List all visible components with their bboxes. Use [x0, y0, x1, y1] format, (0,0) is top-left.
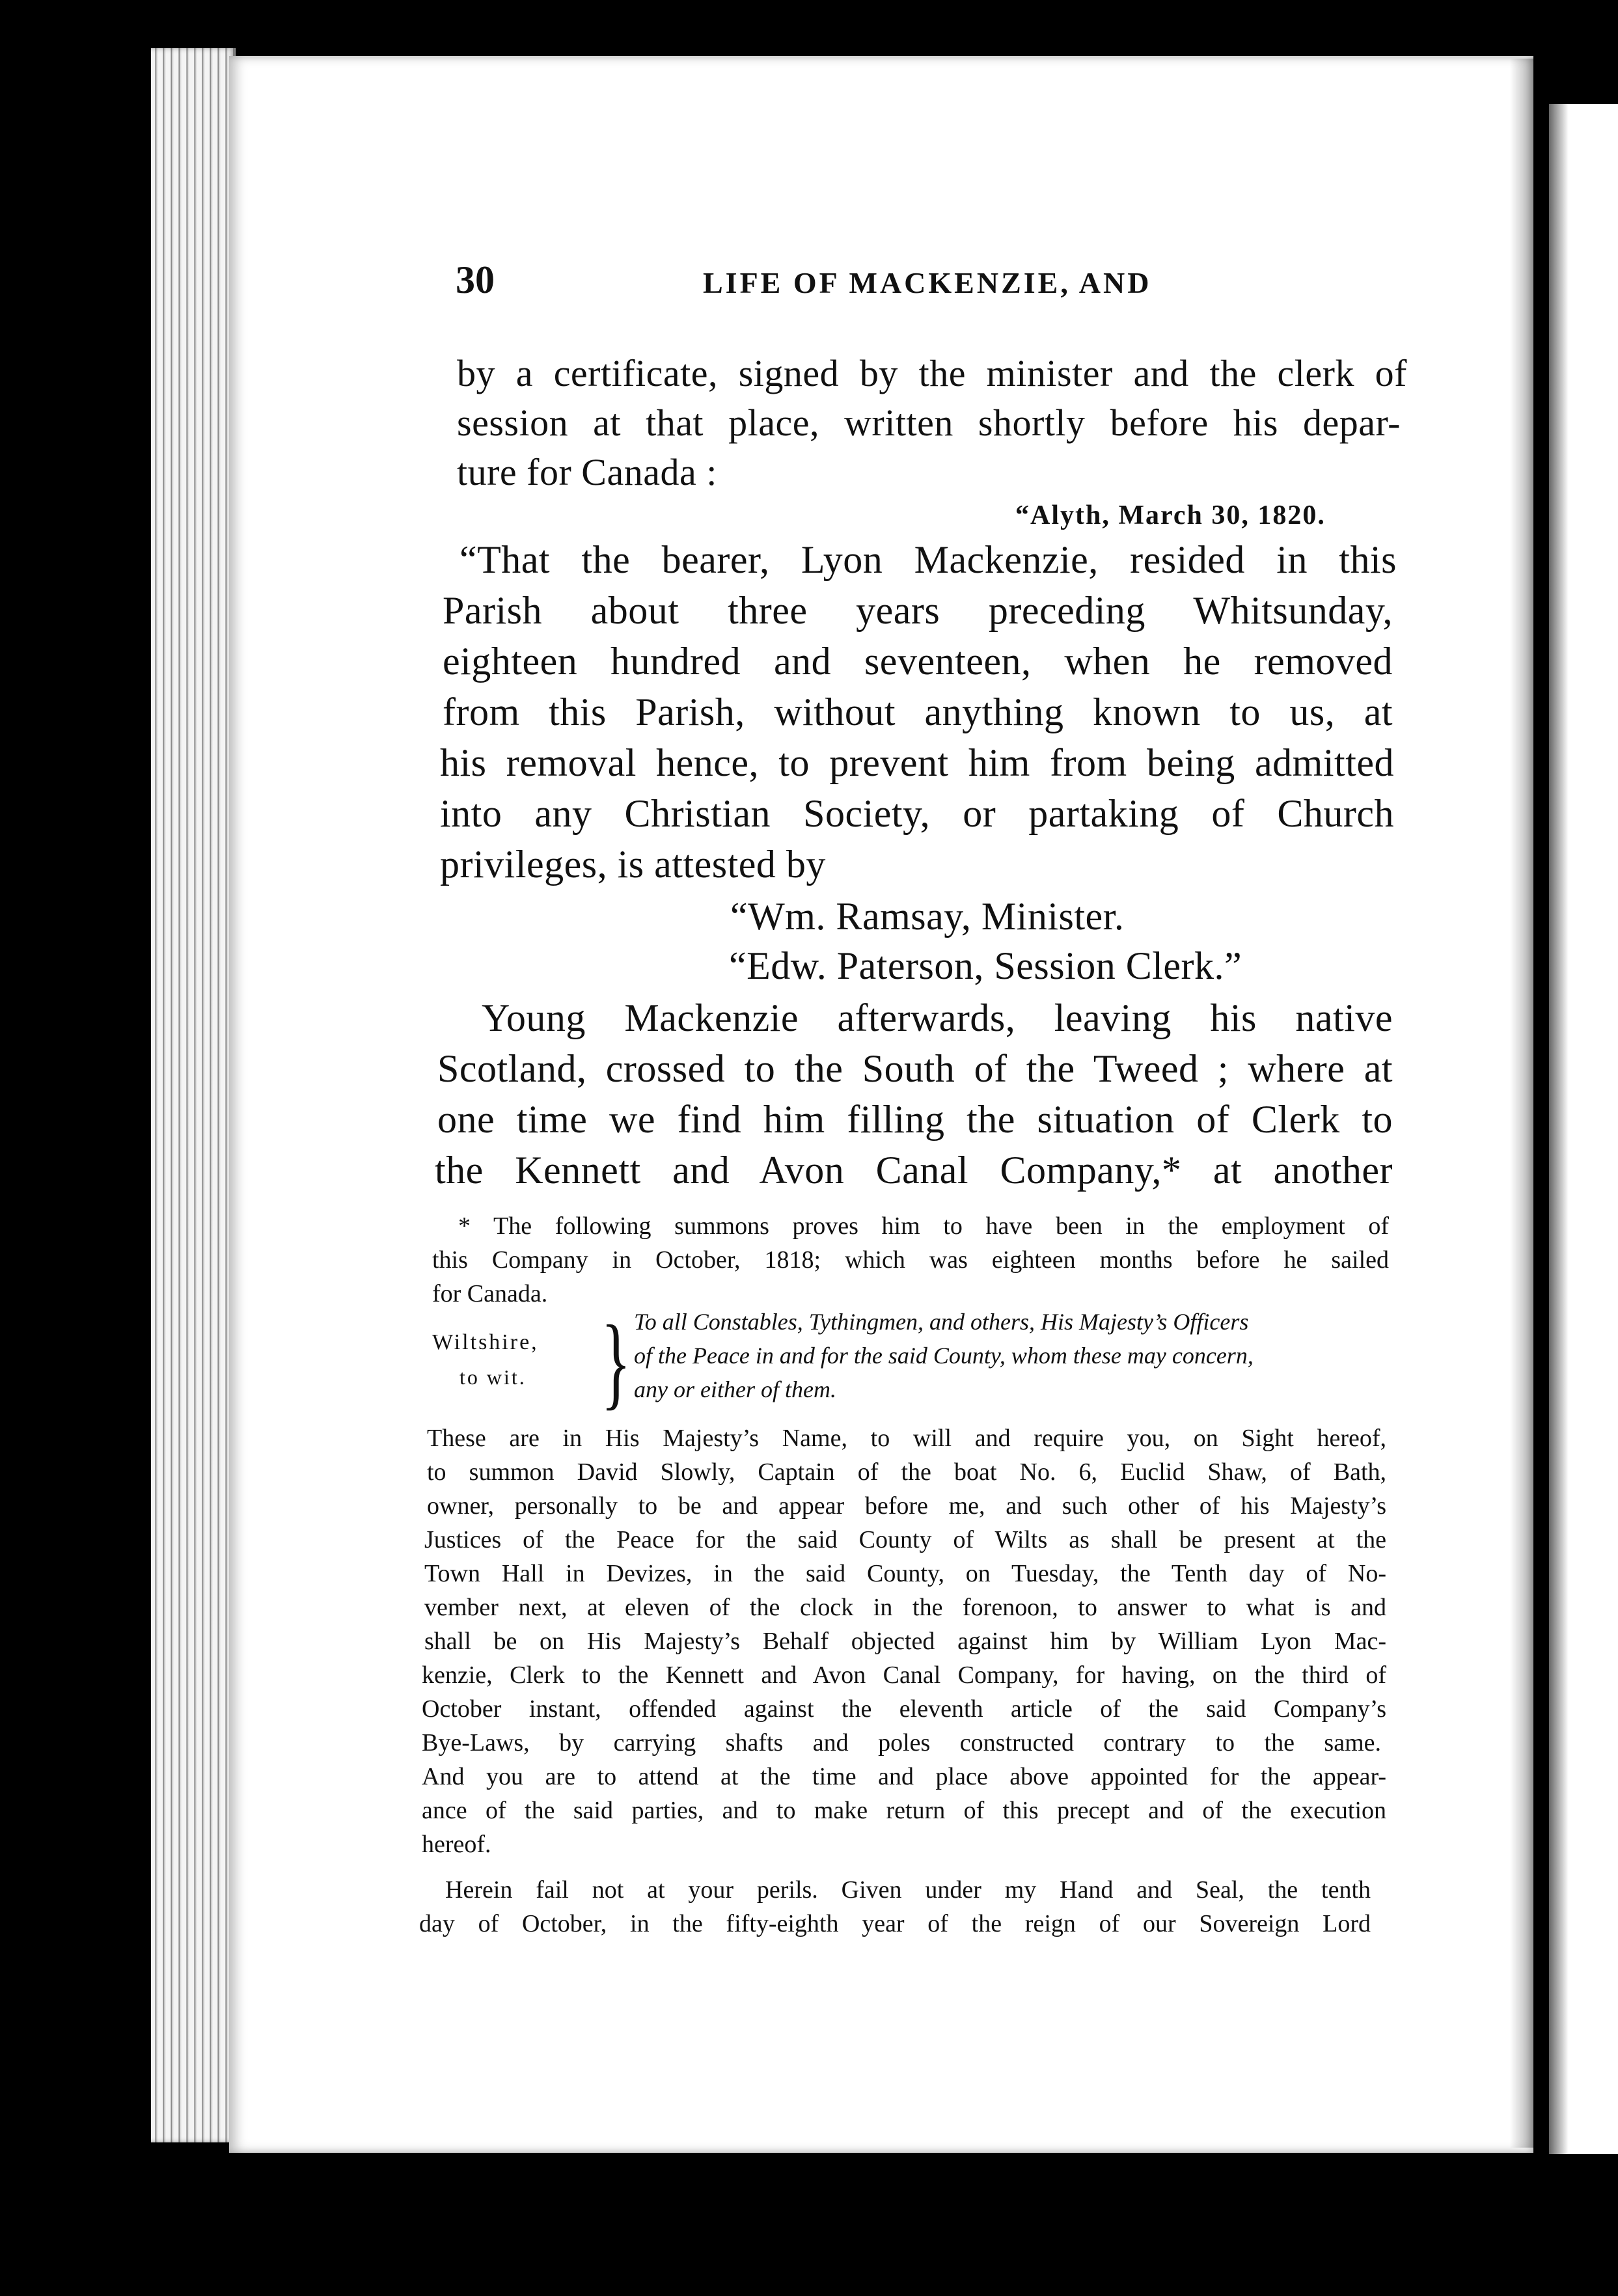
- paragraph-line: one time we find him filling the situation of Clerk to: [437, 1098, 1393, 1141]
- quote-line: eighteen hundred and seventeen, when he removed: [443, 640, 1393, 683]
- summons-line: kenzie, Clerk to the Kennett and Avon Canal Company, for having, on the third of: [422, 1661, 1386, 1689]
- signature-minister: “Wm. Ramsay, Minister.: [730, 895, 1125, 938]
- body-line: by a certificate, signed by the minister and the clerk of: [457, 352, 1407, 394]
- summons-line: owner, personally to be and appear before me, and such other of his Majesty’s: [427, 1492, 1386, 1520]
- page-edges: [151, 48, 236, 2142]
- summons-line: ance of the said parties, and to make return of this precept and of the execution: [422, 1797, 1386, 1824]
- quote-line: from this Parish, without anything known to us, at: [443, 690, 1393, 733]
- quote-line: his removal hence, to prevent him from being admitted: [440, 741, 1394, 784]
- curly-brace: }: [601, 1304, 631, 1419]
- paragraph-line: Young Mackenzie afterwards, leaving his native: [482, 996, 1393, 1039]
- footnote-line: for Canada.: [432, 1280, 548, 1307]
- closing-line: Herein fail not at your perils. Given under my Hand and Seal, the tenth: [445, 1876, 1371, 1904]
- paragraph-line: Scotland, crossed to the South of the Tweed ; where at: [437, 1047, 1393, 1090]
- running-head: [703, 266, 1549, 300]
- quote-line: privileges, is attested by: [440, 843, 826, 886]
- gutter-shadow: [1510, 59, 1549, 2148]
- county-name: Wiltshire,: [432, 1330, 539, 1354]
- quote-line: Parish about three years preceding Whitsunday,: [443, 589, 1393, 632]
- summons-line: October instant, offended against the eleventh article of the said Company’s: [422, 1695, 1386, 1723]
- summons-line: vember next, at eleven of the clock in the forenoon, to answer to what is and: [424, 1594, 1386, 1621]
- summons-line: Justices of the Peace for the said County of Wilts as shall be present at the: [424, 1526, 1386, 1553]
- footnote-line: * The following summons proves him to have been in the employment of: [458, 1212, 1389, 1240]
- quote-line: “That the bearer, Lyon Mackenzie, resided in this: [459, 538, 1397, 581]
- summons-line: These are in His Majesty’s Name, to will and require you, on Sight hereof,: [427, 1425, 1386, 1452]
- address-line: To all Constables, Tythingmen, and others, His Majesty’s Officers: [634, 1309, 1249, 1335]
- summons-line: Bye-Laws, by carrying shafts and poles constructed contrary to the same.: [422, 1729, 1381, 1756]
- summons-line: And you are to attend at the time and place above appointed for the appear-: [422, 1763, 1386, 1790]
- dateline: “Alyth, March 30, 1820.: [1015, 500, 1326, 530]
- quote-line: into any Christian Society, or partaking of Church: [440, 792, 1394, 835]
- summons-line: shall be on His Majesty’s Behalf objected against him by William Lyon Mac-: [424, 1628, 1386, 1655]
- summons-line: Town Hall in Devizes, in the said County, on Tuesday, the Tenth day of No-: [424, 1560, 1386, 1587]
- adjacent-page-shadow: [1549, 104, 1569, 2154]
- body-line: ture for Canada :: [457, 451, 717, 493]
- summons-line: hereof.: [422, 1831, 491, 1858]
- county-to-wit: to wit.: [459, 1365, 527, 1389]
- running-head-text: LIFE OF MACKENZIE, AND: [703, 266, 1152, 299]
- page-number: 30: [456, 258, 495, 301]
- body-line: session at that place, written shortly before his depar-: [457, 402, 1401, 444]
- closing-line: day of October, in the fifty-eighth year of the reign of our Sovereign Lord: [419, 1910, 1371, 1937]
- address-line: any or either of them.: [634, 1376, 836, 1402]
- paragraph-line: the Kennett and Avon Canal Company,* at another: [435, 1149, 1393, 1192]
- signature-session-clerk: “Edw. Paterson, Session Clerk.”: [729, 944, 1242, 987]
- footnote-line: this Company in October, 1818; which was eighteen months before he sailed: [432, 1246, 1389, 1274]
- summons-line: to summon David Slowly, Captain of the boat No. 6, Euclid Shaw, of Bath,: [427, 1458, 1386, 1486]
- address-line: of the Peace in and for the said County, whom these may concern,: [634, 1343, 1254, 1369]
